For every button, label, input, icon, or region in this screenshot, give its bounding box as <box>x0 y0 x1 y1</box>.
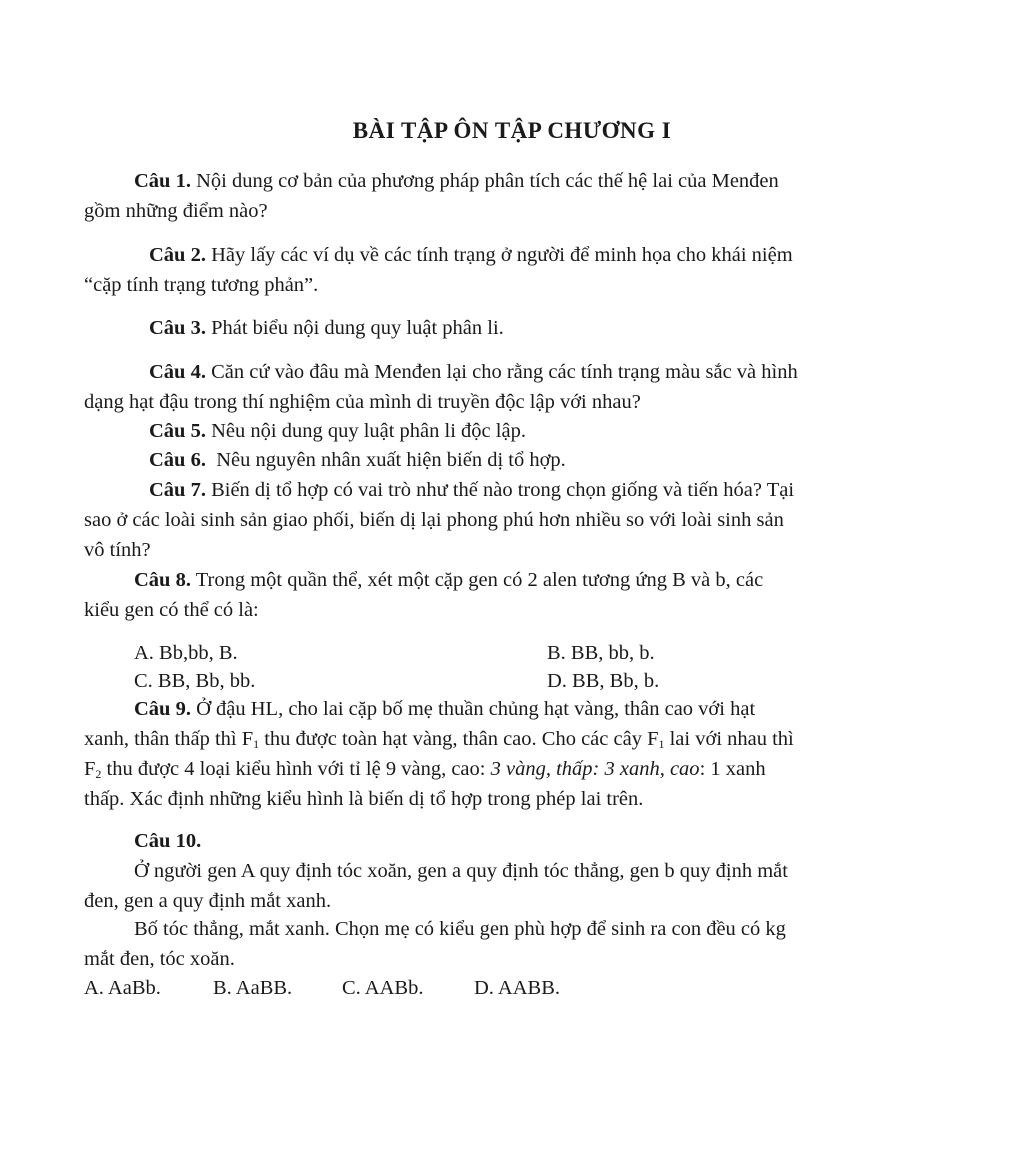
q9-text-3-italic: 3 vàng, thấp: 3 xanh, cao <box>490 758 700 780</box>
q1-text-1: Nội dung cơ bản của phương pháp phân tích các thế hệ lai của Menđen <box>190 170 779 192</box>
q8-line-1 <box>134 565 763 595</box>
q2-text-2: “cặp tính trạng tương phản”. <box>84 274 319 296</box>
q10-option-d: D. AABB. <box>474 977 561 999</box>
q5-label: Câu 5. <box>149 420 206 442</box>
q2-text-1: Hãy lấy các ví dụ về các tính trạng ở người để minh họa cho khái niệm <box>205 244 793 266</box>
q8-text-2: kiểu gen có thể có là: <box>84 599 259 621</box>
q8-text-1: Trong một quần thể, xét một cặp gen có 2 alen tương ứng B và b, các <box>190 569 764 591</box>
q5-text-1: Nêu nội dung quy luật phân li độc lập. <box>205 420 526 442</box>
q4-label: Câu 4. <box>149 361 206 383</box>
q6-line-1 <box>149 445 566 475</box>
q9-text-3a: F <box>84 758 96 780</box>
q4-text-2: dạng hạt đậu trong thí nghiệm của mình di truyền độc lập với nhau? <box>84 391 641 413</box>
q3-text-1: Phát biểu nội dung quy luật phân li. <box>205 317 504 339</box>
q7-line-1 <box>149 475 794 505</box>
q9-text-4: thấp. Xác định những kiểu hình là biến dị tổ hợp trong phép lai trên. <box>84 788 644 810</box>
q2-label: Câu 2. <box>149 244 206 266</box>
q10-text-1: Ở người gen A quy định tóc xoăn, gen a quy định tóc thẳng, gen b quy định mắt <box>134 860 788 882</box>
q9-subscript-3: 2 <box>95 767 102 781</box>
q6-label: Câu 6. <box>149 449 206 471</box>
q9-text-3c: : 1 xanh <box>699 758 766 780</box>
q7-text-3: vô tính? <box>84 539 151 561</box>
q9-text-3b: thu được 4 loại kiểu hình với tỉ lệ 9 vàng, cao: <box>101 758 491 780</box>
q9-label: Câu 9. <box>134 698 191 720</box>
q9-subscript-2: 1 <box>658 737 665 751</box>
q10-option-b: B. AaBB. <box>213 977 293 999</box>
q7-text-1: Biến dị tổ hợp có vai trò như thế nào trong chọn giống và tiến hóa? Tại <box>205 479 795 501</box>
q6-text-1: Nêu nguyên nhân xuất hiện biến dị tổ hợp. <box>205 449 566 471</box>
q10-option-a: A. AaBb. <box>84 977 161 999</box>
q9-line-3 <box>84 754 766 784</box>
q9-text-1: Ở đậu HL, cho lai cặp bố mẹ thuần chủng hạt vàng, thân cao với hạt <box>190 698 756 720</box>
q9-text-2b: thu được toàn hạt vàng, thân cao. Cho các cây F <box>259 728 659 750</box>
q4-line-1 <box>149 357 798 387</box>
q8-option-d: D. BB, Bb, b. <box>547 670 660 692</box>
q8-label: Câu 8. <box>134 569 191 591</box>
q7-text-2: sao ở các loài sinh sản giao phối, biến dị lại phong phú hơn nhiều so với loài sinh sản <box>84 509 784 531</box>
q1-line-1 <box>134 166 779 196</box>
q10-option-c: C. AABb. <box>342 977 424 999</box>
page-title: BÀI TẬP ÔN TẬP CHƯƠNG I <box>352 118 672 143</box>
q9-line-2 <box>84 724 794 754</box>
q9-subscript-1: 1 <box>253 737 260 751</box>
q9-text-2c: lai với nhau thì <box>664 728 794 750</box>
q10-label: Câu 10. <box>134 830 202 852</box>
q10-text-2: đen, gen a quy định mắt xanh. <box>84 890 332 912</box>
q8-option-c: C. BB, Bb, bb. <box>134 670 256 692</box>
q8-option-b: B. BB, bb, b. <box>547 642 655 664</box>
q9-text-2a: xanh, thân thấp thì F <box>84 728 254 750</box>
q3-line-1 <box>149 313 504 343</box>
q2-line-1 <box>149 240 793 270</box>
q8-option-a: A. Bb,bb, B. <box>134 642 238 664</box>
q4-text-1: Căn cứ vào đâu mà Menđen lại cho rằng các tính trạng màu sắc và hình <box>205 361 798 383</box>
q1-label: Câu 1. <box>134 170 191 192</box>
q5-line-1 <box>149 416 526 446</box>
q10-text-4: mắt đen, tóc xoăn. <box>84 948 235 970</box>
q3-label: Câu 3. <box>149 317 206 339</box>
q10-text-3: Bố tóc thẳng, mắt xanh. Chọn mẹ có kiểu gen phù hợp để sinh ra con đều có kg <box>134 918 786 940</box>
q9-line-1 <box>134 694 755 724</box>
q1-text-2: gồm những điểm nào? <box>84 200 268 222</box>
q7-label: Câu 7. <box>149 479 206 501</box>
